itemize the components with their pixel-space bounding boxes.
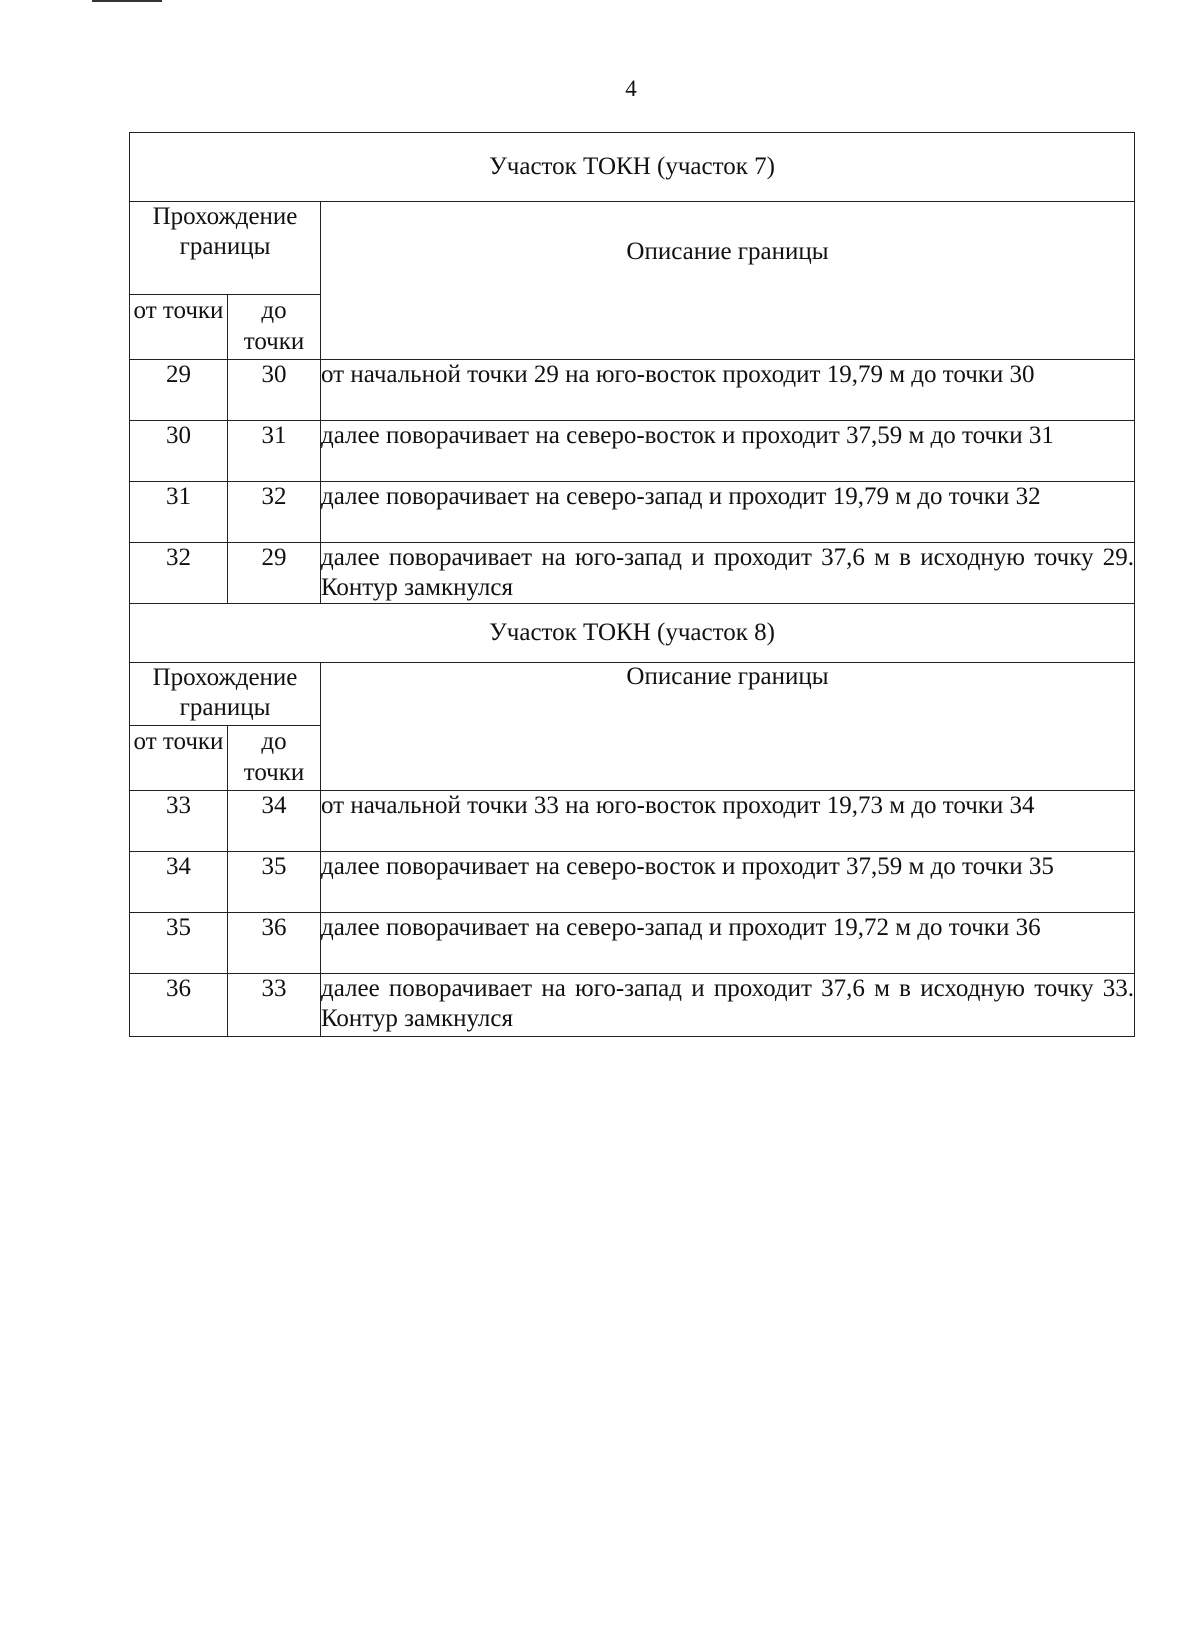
boundary-description: далее поворачивает на юго-запад и проходит 37,6 м в исходную точку 33. Контур замкнулся bbox=[321, 974, 1135, 1037]
from-point: 29 bbox=[130, 360, 228, 421]
table-row bbox=[130, 791, 1135, 852]
to-point: 31 bbox=[228, 421, 321, 482]
from-point: 30 bbox=[130, 421, 228, 482]
from-point: 34 bbox=[130, 852, 228, 913]
boundary-description: от начальной точки 29 на юго-восток проходит 19,79 м до точки 30 bbox=[321, 360, 1135, 421]
section-title: Участок ТОКН (участок 8) bbox=[130, 604, 1135, 663]
table-row bbox=[130, 482, 1135, 543]
from-point: 35 bbox=[130, 913, 228, 974]
table-row bbox=[130, 974, 1135, 1037]
from-point: 33 bbox=[130, 791, 228, 852]
table-row bbox=[130, 913, 1135, 974]
section-title-row bbox=[130, 604, 1135, 663]
section-title: Участок ТОКН (участок 7) bbox=[130, 133, 1135, 202]
boundary-description: далее поворачивает на северо-восток и проходит 37,59 м до точки 35 bbox=[321, 852, 1135, 913]
to-point: 29 bbox=[228, 543, 321, 604]
table-row bbox=[130, 421, 1135, 482]
section-title-row bbox=[130, 133, 1135, 202]
top-rule bbox=[92, 0, 162, 2]
page-number: 4 bbox=[625, 76, 637, 101]
from-point: 36 bbox=[130, 974, 228, 1037]
table-row bbox=[130, 360, 1135, 421]
to-point: 36 bbox=[228, 913, 321, 974]
to-point: 35 bbox=[228, 852, 321, 913]
header-row bbox=[130, 202, 1135, 295]
boundary-description: далее поворачивает на северо-восток и проходит 37,59 м до точки 31 bbox=[321, 421, 1135, 482]
to-point: 34 bbox=[228, 791, 321, 852]
boundary-description: далее поворачивает на юго-запад и проходит 37,6 м в исходную точку 29. Контур замкнулся bbox=[321, 543, 1135, 604]
from-point: 32 bbox=[130, 543, 228, 604]
to-point: 32 bbox=[228, 482, 321, 543]
header-passage: Прохождение границы bbox=[130, 202, 321, 295]
header-description: Описание границы bbox=[321, 663, 1135, 791]
boundary-description: далее поворачивает на северо-запад и проходит 19,79 м до точки 32 bbox=[321, 482, 1135, 543]
header-to: до точки bbox=[228, 295, 321, 360]
header-from: от точки bbox=[130, 726, 228, 791]
boundary-description: от начальной точки 33 на юго-восток проходит 19,73 м до точки 34 bbox=[321, 791, 1135, 852]
table-row bbox=[130, 852, 1135, 913]
header-from: от точки bbox=[130, 295, 228, 360]
header-description: Описание границы bbox=[321, 202, 1135, 360]
boundary-table bbox=[129, 132, 1135, 1037]
header-passage: Прохождение границы bbox=[130, 663, 321, 726]
to-point: 30 bbox=[228, 360, 321, 421]
boundary-description: далее поворачивает на северо-запад и проходит 19,72 м до точки 36 bbox=[321, 913, 1135, 974]
header-row bbox=[130, 663, 1135, 726]
from-point: 31 bbox=[130, 482, 228, 543]
table-row bbox=[130, 543, 1135, 604]
to-point: 33 bbox=[228, 974, 321, 1037]
header-to: до точки bbox=[228, 726, 321, 791]
